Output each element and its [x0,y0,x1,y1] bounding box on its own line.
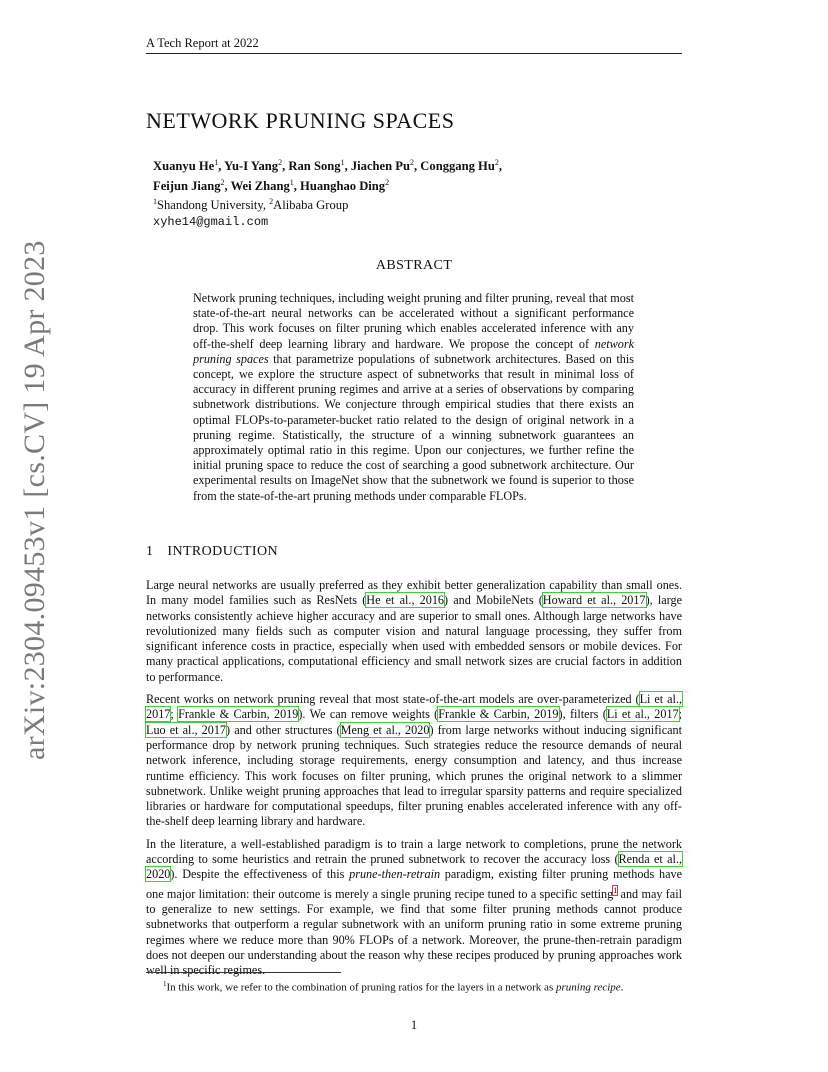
affiliation-mark: 1 [214,158,219,167]
section-number: 1 [146,544,154,559]
citation-link[interactable]: Frankle & Carbin, 2019 [178,707,299,722]
text: ) from large networks without inducing significant performance drop by network pruning techniques. Such strategies reduce the resource demands of neural network inference, including storage requirements, energy consumption and latency, and thus increase runtime efficiency. This work focuses on filter pruning, which prunes the original network to a slimmer subnetwork. Unlike weight pruning approaches that lead to irregular sparsity patterns and require specialized libraries or hardware for computational speedups, filter pruning enables accelerated inference with any off-the-shelf deep learning library and hardware. [146,722,682,829]
citation-link[interactable]: Renda et al., 2020 [146,852,682,882]
affiliation: Shandong University, [157,198,270,213]
abstract-text: Network pruning techniques, including weight pruning and filter pruning, reveal that most state-of-the-art neural networks can be accelerated without a significant performance drop. This work focuses on filter pruning which enables accelerated inference with any off-the-shelf deep learning library and hardware. We propose the concept of [193,291,634,351]
affiliation-mark: 1 [289,177,294,187]
affiliation-mark: 2 [269,197,274,207]
author-email: xyhe14@gmail.com [153,215,269,230]
text: Large neural networks are usually preferred as they exhibit better generalization capability than small ones. In many model families such as ResNets ( [146,578,682,608]
emphasis: prune-then-retrain [349,867,441,882]
abstract-body [193,291,634,504]
page-number: 1 [410,1018,418,1032]
text: ; [678,707,683,722]
affiliations [153,194,673,214]
paper-title: NETWORK PRUNING SPACES [146,108,455,133]
footnote-divider [146,972,341,973]
abstract-text: that parametrize populations of subnetwork architectures. Based on this concept, we explore the structure aspect of subnetworks that result in minimal loss of accuracy in different pruning regimes and arrive at a series of observations by comparing subnetwork distributions. We conjecture through empirical studies that there exists an optimal FLOPs-to-parameter-bucket ratio related to the design of original network in a pruning regime. Statistically, the structure of a winning subnetwork guarantees an approximately optimal ratio in this regime. Upon our conjectures, we further refine the initial pruning space to reduce the cost of searching a good subnetwork architecture. Our experimental results on ImageNet show that the subnetwork we found is superior to those from the state-of-the-art pruning methods under comparable FLOPs. [193,351,634,503]
affiliation-mark: 2 [278,158,283,167]
author: Xuanyu He [153,159,215,174]
text: ) and other structures ( [226,722,341,737]
section-heading [146,544,278,560]
text: In the literature, a well-established paradigm is to train a large network to completions, prune the network according to some heuristics and retrain the pruned subnetwork to recover the accuracy loss ( [146,836,682,867]
abstract-emphasis: network pruning spaces [193,336,634,366]
affiliation-mark: 2 [494,158,499,167]
citation-link[interactable]: Li et al., 2017 [606,707,679,722]
author: Ran Song [288,159,341,174]
citation-link[interactable]: Luo et al., 2017 [146,722,227,737]
running-header: A Tech Report at 2022 [146,35,682,54]
affiliation-mark: 2 [410,158,414,167]
author: Yu-I Yang [224,159,279,174]
paragraph [146,692,682,830]
citation-link[interactable]: Meng et al., 2020 [340,722,430,737]
author: Conggang Hu [420,159,495,174]
affiliation-mark: 1 [153,197,157,207]
citation-link[interactable]: Li et al., 2017 [146,692,682,722]
citation-link[interactable]: He et al., 2016 [366,593,445,608]
text: and may fail to generalize to new settings. For example, we find that some filter pruning methods cannot produce subnetworks that outperform a regular subnetwork with an uniform pruning ratio in some extreme pruning regimes where we reduce more than 90% FLOPs of a network. Moreover, the prune-then-retrain paradigm does not deepen our understanding about the reason why these recipes produced by pruning approaches work well in specific regimes. [146,886,682,978]
citation-link[interactable]: Frankle & Carbin, 2019 [438,707,559,722]
author: Feijun Jiang [153,178,221,193]
citation-link[interactable]: Howard et al., 2017 [542,593,646,608]
text: ), filters ( [558,707,607,722]
footnote-text: . [620,981,624,994]
affiliation-mark: 2 [385,177,390,187]
section-body [146,578,682,985]
text: ; [170,707,179,722]
author-names: Xuanyu He$^1$, Yu-I Yang$^2$, Ran Song$^1$, Jiachen Pu$^2$, Conggang Hu$^2$, Feijun Jiang$^2$, Wei Zhang$^1$, Huanghao Ding$^2$ [153,158,502,193]
paragraph [146,578,682,685]
text: ), large networks consistently achieve higher accuracy and are superior to small ones. Although large networks have revolutionized many fields such as computer vision and natural language processing, they suffer from significant inference costs in practice, especially when used with embedded sensors or mobile devices. For many practical applications, computational efficiency and small network sizes are crucial factors in addition to performance. [146,593,682,684]
affiliation-mark: 1 [340,158,345,167]
author: Wei Zhang [230,178,290,193]
text: ). We can remove weights ( [298,707,439,722]
footnote [163,977,683,995]
footnote-link[interactable]: 1 [613,885,618,895]
paragraph [146,837,682,979]
footnote-mark: 1 [163,980,167,988]
text: ) and MobileNets ( [444,593,543,608]
abstract-heading: ABSTRACT [375,258,453,273]
affiliation-mark: 2 [220,177,225,187]
text: ). Despite the effectiveness of this [170,867,350,882]
arxiv-identifier-stamp: arXiv:2304.09453v1 [cs.CV] 19 Apr 2023 [18,240,51,760]
author: Huanghao Ding [300,178,386,193]
author-block [153,155,673,231]
affiliation: Alibaba Group [273,198,349,213]
footnote-emphasis: pruning recipe [555,981,621,994]
text: paradigm, existing filter pruning methods have one major limitation: their outcome is merely a single pruning recipe tuned to a specific setting [146,867,682,901]
author: Jiachen Pu [350,159,410,174]
footnote-text: In this work, we refer to the combination of pruning ratios for the layers in a network as [166,981,556,994]
section-title: INTRODUCTION [167,544,278,559]
text: Recent works on network pruning reveal that most state-of-the-art models are over-parameterized ( [146,692,640,707]
